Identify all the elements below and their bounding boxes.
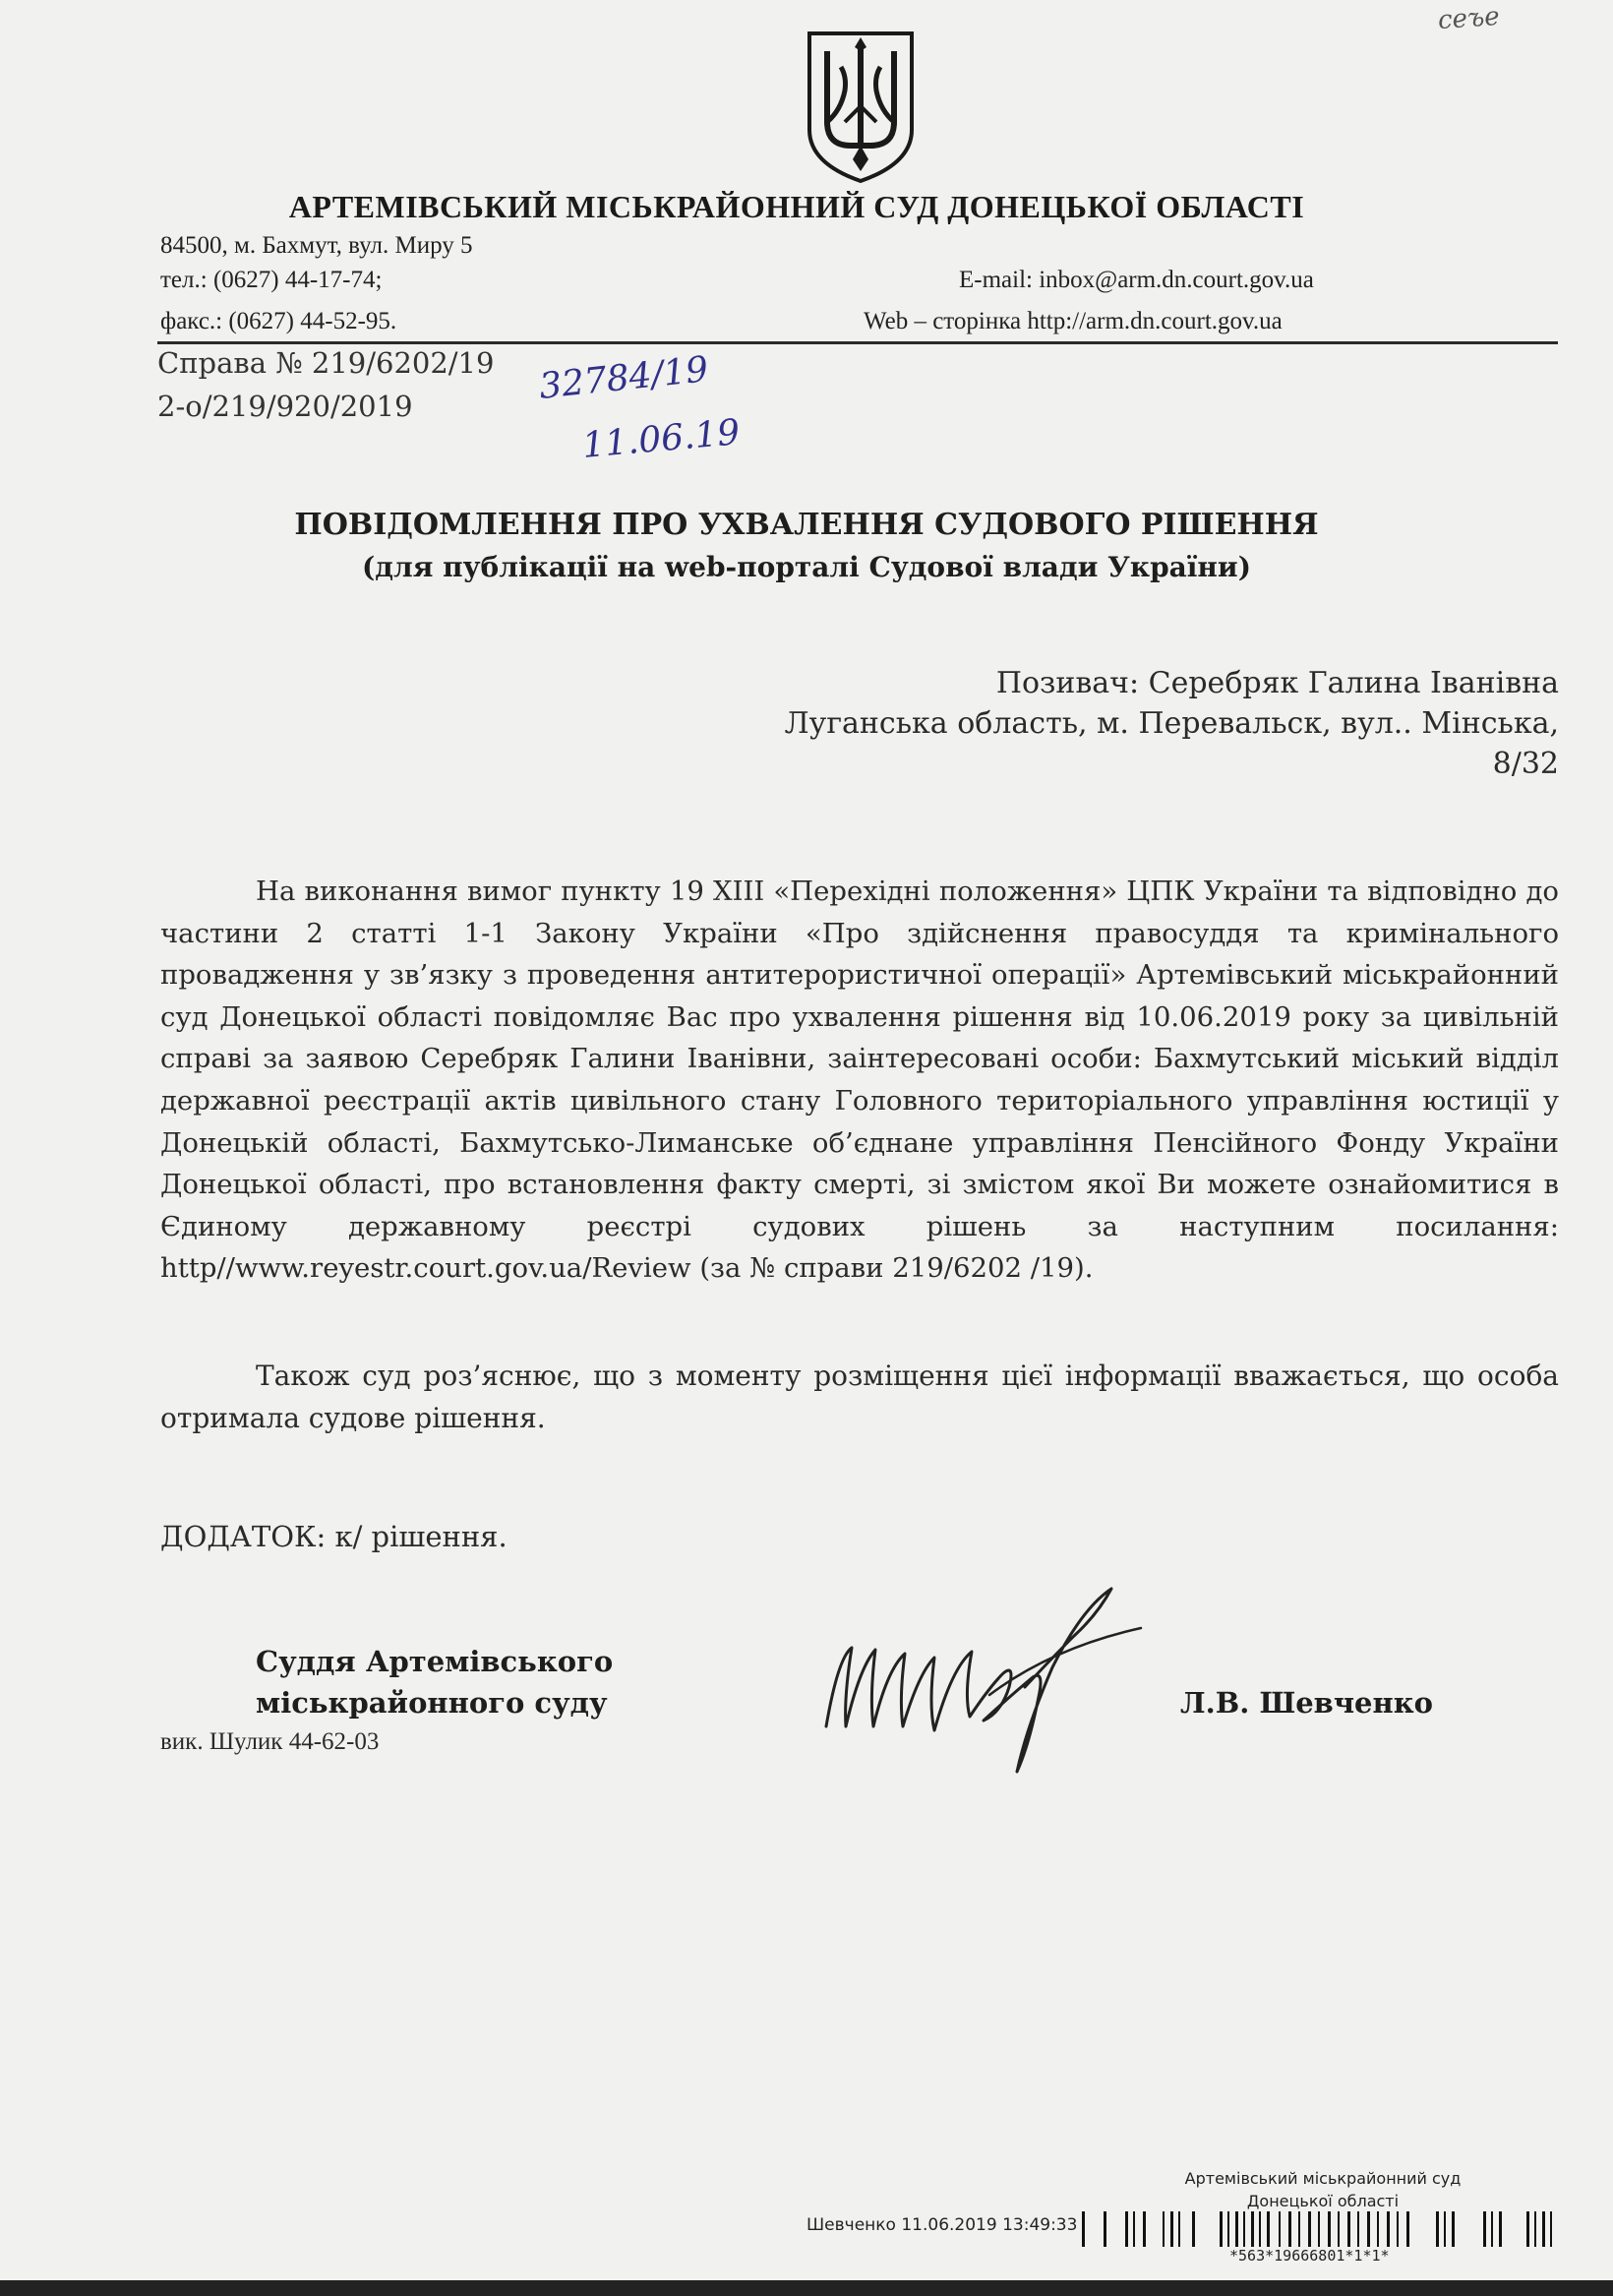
stamp-court-line2: Донецької області (1246, 2192, 1400, 2210)
header-divider (157, 341, 1558, 344)
judge-signature (816, 1579, 1151, 1776)
corner-handwritten-note: сеъе (1437, 1, 1501, 36)
court-name-heading: АРТЕМІВСЬКИЙ МІСЬКРАЙОННИЙ СУД ДОНЕЦЬКОЇ ОБЛАСТІ (288, 189, 1305, 224)
plaintiff-address-line1: Луганська область, м. Перевальск, вул.. Мінська, (784, 706, 1559, 741)
judge-title-line2: міськрайонного суду (256, 1686, 608, 1720)
plaintiff-address-line2: 8/32 (1492, 747, 1559, 781)
stamp-court-line1: Артемівський міськрайонний суд (1184, 2169, 1462, 2188)
court-website: Web – сторінка http://arm.dn.court.gov.ua (864, 308, 1283, 334)
court-address: 84500, м. Бахмут, вул. Миру 5 (160, 232, 473, 259)
stamp-id-line: Шевченко 11.06.2019 13:49:33 (806, 2215, 1078, 2235)
court-phone: тел.: (0627) 44-17-74; (160, 267, 383, 293)
judge-title-line1: Суддя Артемівського (256, 1645, 614, 1678)
notice-title: ПОВІДОМЛЕННЯ ПРО УХВАЛЕННЯ СУДОВОГО РІШЕННЯ (294, 508, 1319, 542)
court-email: E-mail: inbox@arm.dn.court.gov.ua (959, 267, 1314, 293)
court-fax: факс.: (0627) 44-52-95. (160, 308, 397, 334)
handwritten-date: 11.06.19 (580, 412, 742, 466)
body-paragraph-2: Також суд роз’яснює, що з моменту розміщення цієї інформації вважається, що особа отримала судове рішення. (160, 1359, 1559, 1434)
executor-info: вик. Шулик 44-62-03 (160, 1728, 380, 1755)
barcode (1082, 2209, 1564, 2249)
scan-edge (0, 2280, 1613, 2296)
notice-subtitle: (для публікації на web-порталі Судової влади України) (362, 551, 1251, 583)
case-number: Справа № 219/6202/19 (157, 346, 495, 380)
coat-of-arms-icon (802, 28, 920, 185)
plaintiff-name: Позивач: Серебряк Галина Іванівна (995, 666, 1559, 700)
proceeding-number: 2-о/219/920/2019 (157, 390, 413, 423)
barcode-number: *563*19666801*1*1* (1229, 2247, 1390, 2265)
body-paragraph-1: На виконання вимог пункту 19 ХІІІ «Перехідні положення» ЦПК України та відповідно до частини 2 статті 1-1 Закону України «Про здійснення правосуддя та кримінального провадження у зв’язку з проведення антитерористичної операції» Артемівський міськрайонний суд Донецької області повідомляє Вас про ухвалення рішення від 10.06.2019 року за цивільній справі за заявою Серебряк Галини Іванівни, заінтересовані особи: Бахмутський міський відділ державної реєстрації актів цивільного стану Головного територіального управління юстиції у Донецькій області, Бахмутсько-Лиманське об’єднане управління Пенсійного Фонду України Донецької області, про встановлення факту смерті, зі змістом якої Ви можете ознайомитися в Єдиному державному реєстрі судових рішень за наступним посилання: http//www.reyestr.court.gov.ua/Review (за № справи 219/6202 /19). (160, 876, 1559, 1285)
attachment-note: ДОДАТОК: к/ рішення. (160, 1520, 508, 1553)
judge-name: Л.В. Шевченко (1180, 1686, 1434, 1720)
handwritten-registration-number: 32784/19 (537, 349, 711, 407)
